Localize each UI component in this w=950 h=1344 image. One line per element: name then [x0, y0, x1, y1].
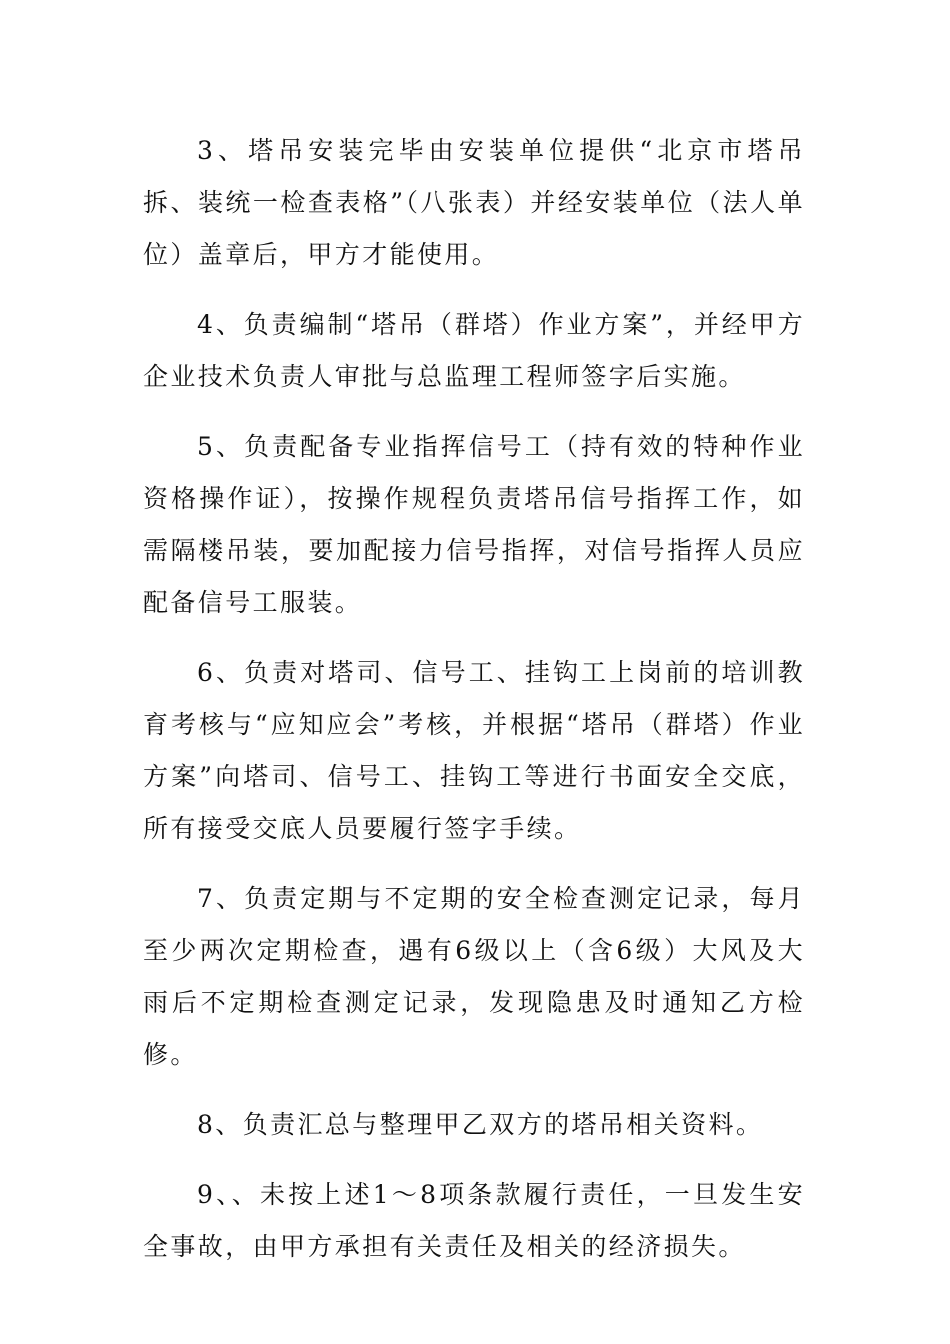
clause-8: 8、负责汇总与整理甲乙双方的塔吊相关资料。: [197, 1110, 764, 1139]
clause-3: 3、塔吊安装完毕由安装单位提供“北京市塔吊拆、装统一检查表格”（八张表）并经安装单位（法人单位）盖章后，甲方才能使用。: [143, 136, 805, 269]
clause-6: 6、负责对塔司、信号工、挂钩工上岗前的培训教育考核与“应知应会”考核，并根据“塔吊（群塔）作业方案”向塔司、信号工、挂钩工等进行书面安全交底，所有接受交底人员要履行签字手续。: [143, 658, 805, 843]
document-body: [143, 125, 805, 1291]
clause-9: 9、、未按上述1～8项条款履行责任，一旦发生安全事故，由甲方承担有关责任及相关的经济损失。: [143, 1180, 805, 1261]
clause-7: 7、负责定期与不定期的安全检查测定记录，每月至少两次定期检查，遇有6级以上（含6级）大风及大雨后不定期检查测定记录，发现隐患及时通知乙方检修。: [143, 884, 805, 1069]
clause-4: 4、负责编制“塔吊（群塔）作业方案”，并经甲方企业技术负责人审批与总监理工程师签字后实施。: [143, 310, 805, 391]
clause-5: 5、负责配备专业指挥信号工（持有效的特种作业资格操作证），按操作规程负责塔吊信号指挥工作，如需隔楼吊装，要加配接力信号指挥，对信号指挥人员应配备信号工服装。: [143, 432, 805, 617]
